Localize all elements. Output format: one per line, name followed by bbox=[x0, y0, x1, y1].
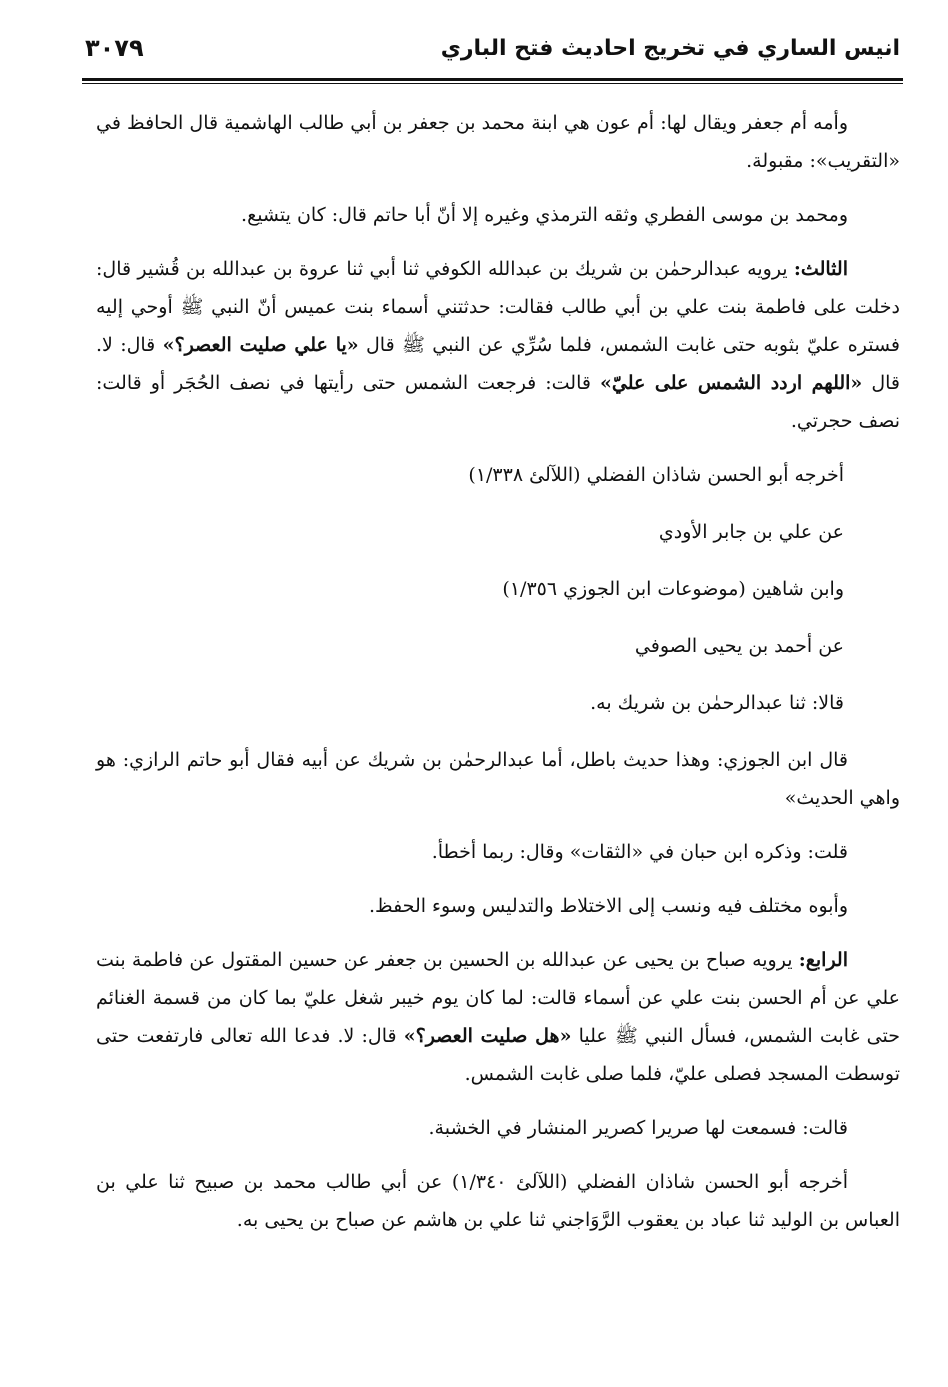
source-line: وابن شاهين (موضوعات ابن الجوزي ١/٣٥٦) bbox=[502, 578, 844, 600]
paragraph-text: قال: لا. فدعا الله تعالى فارتفعت حتى توسطت المسجد فصلى عليّ، فلما صلى غابت الشمس. bbox=[96, 1025, 900, 1085]
paragraph: قلت: وذكره ابن حبان في «الثقات» وقال: ربما أخطأ. bbox=[431, 841, 848, 863]
source-line: عن علي بن جابر الأودي bbox=[658, 521, 844, 543]
page-header bbox=[85, 28, 900, 74]
paragraph-third bbox=[96, 250, 900, 440]
header-rule-thin bbox=[82, 83, 903, 84]
paragraph-text: قال: لا. قال bbox=[96, 334, 900, 394]
paragraph: وأبوه مختلف فيه ونسب إلى الاختلاط والتدليس وسوء الحفظ. bbox=[369, 895, 848, 917]
source-line: عن أحمد بن يحيى الصوفي bbox=[634, 635, 844, 657]
paragraph-text: قالت: فرجعت الشمس حتى رأيتها في نصف الحُجَر أو قالت: نصف حجرتي. bbox=[96, 372, 900, 432]
paragraph-fourth bbox=[96, 941, 900, 1093]
hadith-quote: «يا علي صليت العصر؟» bbox=[162, 334, 359, 356]
source-line: أخرجه أبو الحسن شاذان الفضلي (اللآلئ ١/٣٣٨) bbox=[468, 464, 844, 486]
hadith-quote: «اللهم اردد الشمس على عليّ» bbox=[599, 372, 863, 394]
paragraph-text: يرويه عبدالرحمٰن بن شريك بن عبدالله الكوفي ثنا أبي ثنا عروة بن عبدالله بن قُشير قال: دخلت على فاطمة بنت علي بن أبي طالب فقالت: حدثتني أسماء بنت عميس أنّ النبي ﷺ أوحي إليه فستره عليّ بثوبه حتى غابت الشمس، فلما سُرِّي عن النبي ﷺ قال bbox=[96, 258, 901, 356]
section-lead-third: الثالث: bbox=[793, 258, 848, 280]
running-title: انيس الساري في تخريج احاديث فتح الباري bbox=[440, 36, 900, 61]
paragraph-text: يرويه صباح بن يحيى عن عبدالله بن الحسين بن جعفر عن حسين المقتول عن فاطمة بنت علي عن أم الحسن بنت علي عن أسماء قالت: لما كان يوم خيبر شغل عليّ بما كان من قسمة الغنائم حتى غابت الشمس، فسأل النبي ﷺ عليا bbox=[96, 949, 900, 1047]
paragraph: قال ابن الجوزي: وهذا حديث باطل، أما عبدالرحمٰن بن شريك عن أبيه فقال أبو حاتم الرازي: هو واهي الحديث» bbox=[96, 749, 900, 809]
paragraph: قالت: فسمعت لها صريرا كصرير المنشار في الخشبة. bbox=[428, 1117, 848, 1139]
header-rule bbox=[82, 78, 903, 81]
section-lead-fourth: الرابع: bbox=[798, 949, 848, 971]
page-body bbox=[96, 104, 900, 1255]
source-line: قالا: ثنا عبدالرحمٰن بن شريك به. bbox=[590, 692, 844, 714]
paragraph: أخرجه أبو الحسن شاذان الفضلي (اللآلئ ١/٣٤٠) عن أبي طالب محمد بن صبيح ثنا علي بن العباس بن الوليد ثنا عباد بن يعقوب الرَّوَاجني ثنا علي بن هاشم عن صباح بن يحيى به. bbox=[96, 1171, 900, 1231]
hadith-quote: «هل صليت العصر؟» bbox=[403, 1025, 572, 1047]
paragraph: وأمه أم جعفر ويقال لها: أم عون هي ابنة محمد بن جعفر بن أبي طالب الهاشمية قال الحافظ في «التقريب»: مقبولة. bbox=[96, 112, 900, 172]
paragraph: ومحمد بن موسى الفطري وثقه الترمذي وغيره إلا أنّ أبا حاتم قال: كان يتشيع. bbox=[241, 204, 848, 226]
page-number: ٣٠٧٩ bbox=[85, 34, 144, 62]
